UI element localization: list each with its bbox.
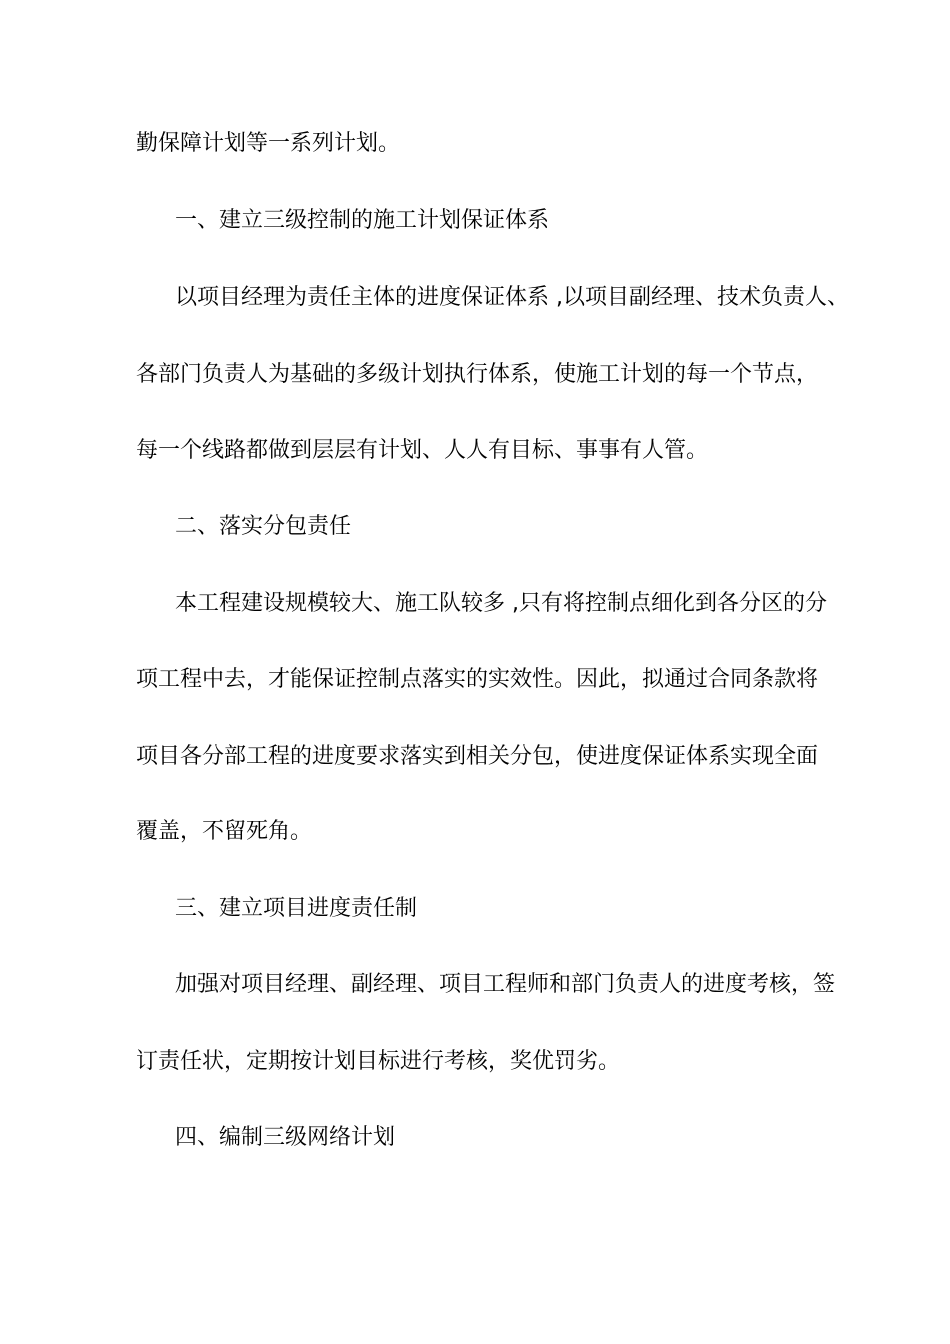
paragraph-line: 订责任状，定期按计划目标进行考核，奖优罚劣。 — [136, 1049, 621, 1074]
paragraph-line: 每一个线路都做到层层有计划、人人有目标、事事有人管。 — [136, 438, 709, 463]
paragraph-line: 各部门负责人为基础的多级计划执行体系，使施工计划的每一个节点， — [136, 362, 819, 387]
paragraph-line: 以项目经理为责任主体的进度保证体系 ,以项目副经理、技术负责人、 — [175, 285, 849, 310]
paragraph-line: 加强对项目经理、副经理、项目工程师和部门负责人的进度考核，签 — [175, 972, 836, 997]
paragraph-line: 项目各分部工程的进度要求落实到相关分包，使进度保证体系实现全面 — [136, 744, 819, 769]
paragraph-line: 本工程建设规模较大、施工队较多 ,只有将控制点细化到各分区的分 — [175, 591, 827, 616]
section-heading: 二、落实分包责任 — [175, 514, 352, 539]
paragraph-line: 项工程中去，才能保证控制点落实的实效性。因此，拟通过合同条款将 — [136, 667, 819, 692]
section-heading: 四、编制三级网络计划 — [175, 1125, 396, 1150]
paragraph-line: 勤保障计划等一系列计划。 — [136, 131, 401, 156]
section-heading: 三、建立项目进度责任制 — [175, 896, 418, 921]
section-heading: 一、建立三级控制的施工计划保证体系 — [175, 208, 550, 233]
paragraph-line: 覆盖，不留死角。 — [136, 819, 313, 844]
